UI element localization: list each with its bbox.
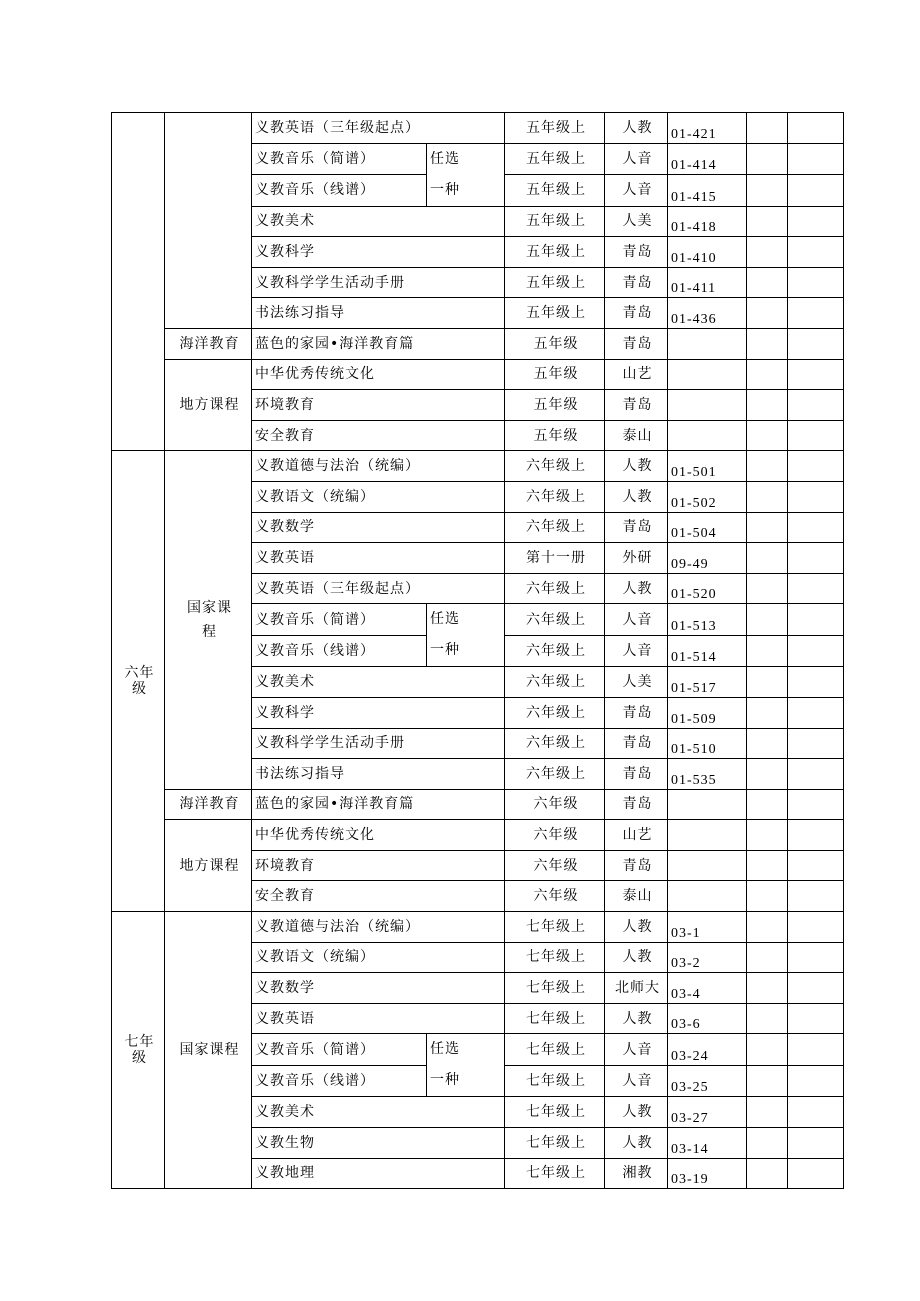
empty-cell (788, 267, 844, 298)
empty-cell (747, 728, 788, 759)
textbook-press: 湘教 (605, 1158, 668, 1189)
national-course-label-line: 国家课 (187, 600, 232, 617)
empty-cell (747, 113, 788, 144)
textbook-code: 03-27 (668, 1097, 747, 1128)
empty-cell (788, 728, 844, 759)
empty-cell (747, 451, 788, 482)
empty-cell (747, 635, 788, 667)
textbook-name: 义教地理 (252, 1158, 505, 1189)
empty-cell (747, 390, 788, 421)
empty-cell (747, 759, 788, 790)
empty-cell (788, 759, 844, 790)
empty-cell (788, 697, 844, 728)
textbook-name: 蓝色的家园•海洋教育篇 (252, 789, 505, 820)
textbook-name: 义教英语（三年级起点） (252, 113, 505, 144)
textbook-name: 义教科学学生活动手册 (252, 728, 505, 759)
textbook-code: 01-421 (668, 113, 747, 144)
textbook-code (668, 420, 747, 451)
textbook-grade: 五年级 (505, 359, 605, 390)
textbook-code: 01-501 (668, 451, 747, 482)
textbook-code (668, 850, 747, 881)
textbook-name: 义教音乐（线谱） (252, 1065, 427, 1097)
textbook-name: 安全教育 (252, 881, 505, 912)
empty-cell (788, 390, 844, 421)
textbook-grade: 五年级 (505, 328, 605, 359)
textbook-grade: 六年级 (505, 881, 605, 912)
empty-cell (747, 328, 788, 359)
textbook-press: 人教 (605, 573, 668, 604)
empty-cell (747, 1158, 788, 1189)
textbook-grade: 五年级上 (505, 237, 605, 268)
empty-cell (788, 912, 844, 943)
empty-cell (747, 912, 788, 943)
textbook-press: 山艺 (605, 359, 668, 390)
empty-cell (788, 789, 844, 820)
textbook-press: 泰山 (605, 881, 668, 912)
empty-cell (788, 481, 844, 512)
empty-cell (788, 573, 844, 604)
textbook-press: 青岛 (605, 267, 668, 298)
choose-one-note-line: 一种 (430, 181, 460, 198)
textbook-grade: 七年级上 (505, 1003, 605, 1034)
local-course-label: 地方课程 (165, 820, 252, 912)
textbook-grade: 七年级上 (505, 1097, 605, 1128)
textbook-code: 01-510 (668, 728, 747, 759)
empty-cell (788, 143, 844, 175)
textbook-code: 01-514 (668, 635, 747, 667)
empty-cell (747, 359, 788, 390)
textbook-press: 泰山 (605, 420, 668, 451)
textbook-name: 义教音乐（线谱） (252, 175, 427, 207)
textbook-name: 义教道德与法治（统编） (252, 451, 505, 482)
empty-cell (788, 604, 844, 636)
textbook-press: 青岛 (605, 298, 668, 329)
textbook-grade: 六年级上 (505, 573, 605, 604)
table-row (112, 359, 844, 390)
grade-6-label-line: 六年 (124, 665, 155, 682)
choose-one-note (427, 143, 505, 206)
empty-cell (788, 881, 844, 912)
empty-cell (747, 543, 788, 574)
empty-cell (747, 1034, 788, 1066)
textbook-grade: 五年级上 (505, 175, 605, 207)
empty-cell (747, 1065, 788, 1097)
textbook-press: 人音 (605, 604, 668, 636)
textbook-grade: 六年级上 (505, 635, 605, 667)
empty-cell (788, 543, 844, 574)
empty-cell (788, 1128, 844, 1159)
ocean-education-label: 海洋教育 (165, 789, 252, 820)
textbook-grade: 六年级上 (505, 759, 605, 790)
textbook-name: 义教科学学生活动手册 (252, 267, 505, 298)
empty-cell (747, 973, 788, 1004)
empty-cell (747, 850, 788, 881)
textbook-grade: 五年级上 (505, 298, 605, 329)
textbook-code: 03-1 (668, 912, 747, 943)
empty-cell (788, 820, 844, 851)
empty-cell (747, 267, 788, 298)
empty-cell (788, 328, 844, 359)
textbook-grade: 七年级上 (505, 973, 605, 1004)
grade-6-label-line: 级 (132, 681, 147, 698)
textbook-press: 人美 (605, 206, 668, 237)
textbook-code (668, 390, 747, 421)
textbook-press: 青岛 (605, 237, 668, 268)
textbook-grade: 六年级上 (505, 512, 605, 543)
national-course-label: 国家课程 (165, 912, 252, 1189)
textbook-code: 03-24 (668, 1034, 747, 1066)
empty-cell (747, 143, 788, 175)
textbook-table (111, 112, 844, 1189)
empty-cell (747, 667, 788, 698)
textbook-grade: 七年级上 (505, 1158, 605, 1189)
textbook-name: 义教英语 (252, 1003, 505, 1034)
textbook-press: 外研 (605, 543, 668, 574)
textbook-name: 义教美术 (252, 206, 505, 237)
textbook-name: 环境教育 (252, 390, 505, 421)
empty-cell (788, 298, 844, 329)
textbook-name: 义教音乐（简谱） (252, 143, 427, 175)
textbook-press: 人教 (605, 912, 668, 943)
textbook-name: 义教科学 (252, 237, 505, 268)
textbook-code: 01-520 (668, 573, 747, 604)
textbook-name: 蓝色的家园•海洋教育篇 (252, 328, 505, 359)
table-row (112, 912, 844, 943)
textbook-grade: 六年级上 (505, 667, 605, 698)
empty-cell (788, 451, 844, 482)
textbook-code: 01-535 (668, 759, 747, 790)
textbook-code: 01-513 (668, 604, 747, 636)
empty-cell (788, 237, 844, 268)
ocean-education-label: 海洋教育 (165, 328, 252, 359)
textbook-code: 01-418 (668, 206, 747, 237)
textbook-press: 人教 (605, 1097, 668, 1128)
textbook-name: 义教英语（三年级起点） (252, 573, 505, 604)
textbook-press: 山艺 (605, 820, 668, 851)
textbook-grade: 七年级上 (505, 1128, 605, 1159)
empty-cell (788, 667, 844, 698)
textbook-code: 03-6 (668, 1003, 747, 1034)
textbook-name: 中华优秀传统文化 (252, 359, 505, 390)
textbook-name: 义教科学 (252, 697, 505, 728)
empty-cell (747, 512, 788, 543)
textbook-code (668, 789, 747, 820)
textbook-name: 义教美术 (252, 1097, 505, 1128)
textbook-grade: 六年级 (505, 850, 605, 881)
textbook-code: 03-4 (668, 973, 747, 1004)
textbook-name: 义教语文（统编） (252, 481, 505, 512)
textbook-code: 01-436 (668, 298, 747, 329)
table-row (112, 113, 844, 144)
textbook-code: 03-19 (668, 1158, 747, 1189)
textbook-grade: 五年级上 (505, 206, 605, 237)
textbook-press: 青岛 (605, 728, 668, 759)
empty-cell (747, 697, 788, 728)
table-row (112, 789, 844, 820)
textbook-press: 人教 (605, 942, 668, 973)
textbook-code: 01-517 (668, 667, 747, 698)
grade-7-label-line: 七年 (124, 1034, 155, 1051)
empty-cell (788, 420, 844, 451)
empty-cell (788, 512, 844, 543)
empty-cell (747, 573, 788, 604)
textbook-code: 01-502 (668, 481, 747, 512)
textbook-name: 书法练习指导 (252, 298, 505, 329)
textbook-name: 义教语文（统编） (252, 942, 505, 973)
textbook-name: 安全教育 (252, 420, 505, 451)
textbook-code: 01-410 (668, 237, 747, 268)
empty-cell (747, 420, 788, 451)
textbook-code: 01-414 (668, 143, 747, 175)
grade-7-label (112, 912, 165, 1189)
choose-one-note-line: 任选 (430, 150, 460, 167)
textbook-code: 03-25 (668, 1065, 747, 1097)
textbook-code: 01-415 (668, 175, 747, 207)
textbook-grade: 七年级上 (505, 942, 605, 973)
textbook-press: 人音 (605, 1034, 668, 1066)
table-row (112, 328, 844, 359)
empty-cell (747, 1097, 788, 1128)
textbook-name: 义教道德与法治（统编） (252, 912, 505, 943)
grade-7-label-line: 级 (132, 1050, 147, 1067)
textbook-grade: 六年级 (505, 789, 605, 820)
textbook-code: 01-509 (668, 697, 747, 728)
empty-cell (788, 175, 844, 207)
empty-cell (788, 206, 844, 237)
textbook-grade: 五年级上 (505, 267, 605, 298)
textbook-grade: 五年级 (505, 420, 605, 451)
empty-cell (747, 820, 788, 851)
textbook-grade: 五年级 (505, 390, 605, 421)
local-course-label: 地方课程 (165, 359, 252, 451)
textbook-press: 青岛 (605, 759, 668, 790)
textbook-press: 人美 (605, 667, 668, 698)
textbook-name: 义教音乐（简谱） (252, 1034, 427, 1066)
empty-cell (747, 206, 788, 237)
empty-cell (747, 237, 788, 268)
empty-cell (788, 359, 844, 390)
textbook-press: 青岛 (605, 390, 668, 421)
textbook-press: 人音 (605, 175, 668, 207)
textbook-name: 义教音乐（简谱） (252, 604, 427, 636)
textbook-grade: 六年级上 (505, 481, 605, 512)
textbook-code: 01-411 (668, 267, 747, 298)
textbook-name: 环境教育 (252, 850, 505, 881)
empty-cell (788, 635, 844, 667)
textbook-press: 人教 (605, 113, 668, 144)
textbook-grade: 七年级上 (505, 1065, 605, 1097)
textbook-press: 人音 (605, 1065, 668, 1097)
table-row (112, 451, 844, 482)
textbook-grade: 六年级 (505, 820, 605, 851)
textbook-grade: 七年级上 (505, 1034, 605, 1066)
choose-one-note-line: 任选 (430, 1041, 460, 1058)
empty-cell (788, 1034, 844, 1066)
textbook-name: 义教美术 (252, 667, 505, 698)
choose-one-note-line: 一种 (430, 1072, 460, 1089)
textbook-table-body (112, 113, 844, 1189)
empty-cell (747, 1003, 788, 1034)
textbook-code: 09-49 (668, 543, 747, 574)
textbook-code (668, 328, 747, 359)
textbook-grade: 七年级上 (505, 912, 605, 943)
textbook-press: 人教 (605, 481, 668, 512)
choose-one-note-line: 一种 (430, 642, 460, 659)
textbook-grade: 六年级上 (505, 604, 605, 636)
textbook-name: 义教数学 (252, 973, 505, 1004)
textbook-name: 义教数学 (252, 512, 505, 543)
empty-cell (788, 850, 844, 881)
textbook-name: 义教生物 (252, 1128, 505, 1159)
textbook-grade: 六年级上 (505, 697, 605, 728)
choose-one-note (427, 604, 505, 667)
table-row (112, 820, 844, 851)
textbook-name: 义教英语 (252, 543, 505, 574)
textbook-code: 03-14 (668, 1128, 747, 1159)
textbook-grade: 六年级上 (505, 451, 605, 482)
grade-5-national-course-cell (165, 113, 252, 329)
empty-cell (788, 973, 844, 1004)
textbook-name: 义教音乐（线谱） (252, 635, 427, 667)
textbook-press: 人音 (605, 635, 668, 667)
empty-cell (788, 1065, 844, 1097)
textbook-name: 书法练习指导 (252, 759, 505, 790)
textbook-grade: 第十一册 (505, 543, 605, 574)
textbook-press: 人教 (605, 451, 668, 482)
empty-cell (747, 881, 788, 912)
empty-cell (747, 1128, 788, 1159)
textbook-code (668, 359, 747, 390)
empty-cell (788, 942, 844, 973)
grade-6-label (112, 451, 165, 912)
empty-cell (747, 481, 788, 512)
textbook-code (668, 881, 747, 912)
textbook-press: 青岛 (605, 789, 668, 820)
empty-cell (788, 1003, 844, 1034)
empty-cell (788, 113, 844, 144)
empty-cell (747, 789, 788, 820)
textbook-code: 01-504 (668, 512, 747, 543)
empty-cell (788, 1158, 844, 1189)
textbook-press: 北师大 (605, 973, 668, 1004)
grade-5-label-cell (112, 113, 165, 451)
choose-one-note-line: 任选 (430, 611, 460, 628)
textbook-code: 03-2 (668, 942, 747, 973)
empty-cell (747, 942, 788, 973)
textbook-grade: 五年级上 (505, 143, 605, 175)
national-course-label-line: 程 (202, 624, 217, 641)
textbook-press: 青岛 (605, 697, 668, 728)
textbook-grade: 五年级上 (505, 113, 605, 144)
textbook-name: 中华优秀传统文化 (252, 820, 505, 851)
textbook-press: 青岛 (605, 328, 668, 359)
choose-one-note (427, 1034, 505, 1097)
empty-cell (788, 1097, 844, 1128)
textbook-code (668, 820, 747, 851)
textbook-grade: 六年级上 (505, 728, 605, 759)
empty-cell (747, 604, 788, 636)
empty-cell (747, 175, 788, 207)
textbook-press: 青岛 (605, 512, 668, 543)
national-course-label (165, 451, 252, 789)
empty-cell (747, 298, 788, 329)
textbook-press: 人音 (605, 143, 668, 175)
textbook-press: 人教 (605, 1128, 668, 1159)
textbook-press: 青岛 (605, 850, 668, 881)
textbook-press: 人教 (605, 1003, 668, 1034)
